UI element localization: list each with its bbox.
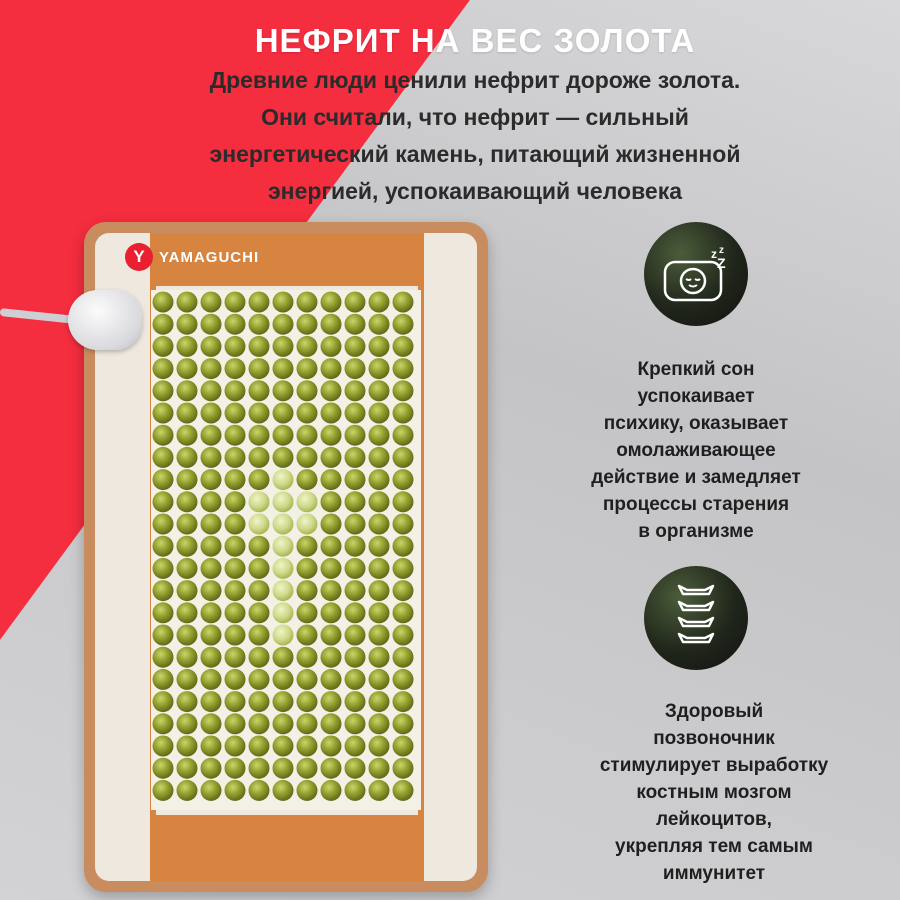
jade-stone xyxy=(153,536,174,557)
jade-stone xyxy=(225,558,246,579)
jade-stone xyxy=(153,314,174,335)
jade-stone xyxy=(225,669,246,690)
sleep-feature-text: Крепкий сон успокаивает психику, оказывает омолаживающее действие и замедляет процессы старения в организме xyxy=(591,359,801,542)
jade-stone xyxy=(153,425,174,446)
jade-stone xyxy=(393,447,414,468)
jade-stone xyxy=(393,580,414,601)
jade-stone xyxy=(321,380,342,401)
jade-stone xyxy=(321,403,342,424)
jade-stone xyxy=(393,602,414,623)
jade-stone xyxy=(177,602,198,623)
jade-stone xyxy=(273,358,294,379)
jade-stone xyxy=(201,625,222,646)
jade-stone xyxy=(201,713,222,734)
jade-stone xyxy=(201,358,222,379)
jade-stone xyxy=(249,691,270,712)
jade-stone xyxy=(249,469,270,490)
jade-stone xyxy=(177,425,198,446)
jade-stone xyxy=(177,780,198,801)
jade-stone xyxy=(249,358,270,379)
jade-stone xyxy=(249,403,270,424)
jade-stone xyxy=(153,691,174,712)
jade-stone xyxy=(201,736,222,757)
jade-stone xyxy=(249,380,270,401)
jade-stone xyxy=(321,647,342,668)
jade-stone xyxy=(225,536,246,557)
mat-bottom-strip xyxy=(150,815,424,881)
jade-stone xyxy=(297,602,318,623)
jade-stone xyxy=(321,625,342,646)
jade-stone xyxy=(321,736,342,757)
jade-stone xyxy=(369,292,390,313)
brand-name: YAMAGUCHI xyxy=(159,248,260,266)
jade-stone xyxy=(321,780,342,801)
jade-stone xyxy=(201,602,222,623)
brand-logo-icon: Y xyxy=(125,243,153,271)
jade-stone xyxy=(153,625,174,646)
jade-stone xyxy=(345,780,366,801)
jade-stone xyxy=(297,580,318,601)
jade-stone xyxy=(321,580,342,601)
jade-stone xyxy=(153,514,174,535)
jade-stone xyxy=(249,491,270,512)
jade-stone xyxy=(225,425,246,446)
jade-stone xyxy=(393,780,414,801)
jade-stone xyxy=(273,625,294,646)
jade-stone xyxy=(153,669,174,690)
jade-stone xyxy=(153,380,174,401)
jade-stone xyxy=(393,358,414,379)
jade-stone xyxy=(225,336,246,357)
jade-stone xyxy=(393,292,414,313)
power-connector xyxy=(68,290,142,350)
jade-stone xyxy=(393,403,414,424)
jade-stone xyxy=(177,713,198,734)
jade-stone xyxy=(273,491,294,512)
jade-stone xyxy=(177,292,198,313)
sleep-feature-icon-circle xyxy=(644,222,748,326)
jade-stone xyxy=(273,514,294,535)
intro-paragraph xyxy=(120,62,830,210)
jade-stone xyxy=(393,691,414,712)
jade-stone xyxy=(369,514,390,535)
jade-stone xyxy=(249,536,270,557)
jade-stone xyxy=(369,691,390,712)
jade-stone xyxy=(177,625,198,646)
intro-line: энергетический камень, питающий жизненной xyxy=(209,141,741,167)
jade-stone xyxy=(177,380,198,401)
jade-stone xyxy=(177,469,198,490)
jade-stone xyxy=(369,358,390,379)
jade-stone xyxy=(393,425,414,446)
jade-stone xyxy=(225,736,246,757)
jade-stone xyxy=(321,669,342,690)
jade-stone xyxy=(225,514,246,535)
jade-stone xyxy=(369,602,390,623)
brand-logo xyxy=(125,243,259,271)
jade-stone xyxy=(345,580,366,601)
jade-stone xyxy=(393,514,414,535)
jade-stone xyxy=(345,691,366,712)
jade-stone xyxy=(393,558,414,579)
jade-stone xyxy=(153,736,174,757)
jade-stone xyxy=(297,647,318,668)
jade-stone xyxy=(297,469,318,490)
jade-stone xyxy=(201,691,222,712)
jade-stone xyxy=(177,491,198,512)
jade-stone xyxy=(201,314,222,335)
jade-stone xyxy=(273,447,294,468)
jade-stone xyxy=(201,758,222,779)
jade-stone xyxy=(273,713,294,734)
jade-stone xyxy=(201,491,222,512)
jade-stone xyxy=(273,647,294,668)
jade-stone xyxy=(273,602,294,623)
jade-stone xyxy=(393,469,414,490)
jade-stone xyxy=(297,403,318,424)
jade-stone xyxy=(393,336,414,357)
jade-stone xyxy=(249,780,270,801)
jade-stone xyxy=(201,558,222,579)
jade-stone xyxy=(369,380,390,401)
jade-stone xyxy=(321,469,342,490)
jade-stone xyxy=(393,491,414,512)
jade-stone xyxy=(225,380,246,401)
page-title: НЕФРИТ НА ВЕС ЗОЛОТА xyxy=(254,22,696,59)
jade-stone xyxy=(177,336,198,357)
jade-stone xyxy=(345,669,366,690)
jade-stone xyxy=(201,292,222,313)
jade-stone xyxy=(225,625,246,646)
jade-stone xyxy=(297,491,318,512)
jade-stone xyxy=(177,314,198,335)
jade-stone xyxy=(297,758,318,779)
jade-stone xyxy=(225,469,246,490)
jade-stone xyxy=(249,580,270,601)
jade-stone xyxy=(153,647,174,668)
jade-stone xyxy=(297,536,318,557)
jade-stone xyxy=(345,625,366,646)
jade-stone xyxy=(153,336,174,357)
jade-stone xyxy=(321,336,342,357)
jade-stone xyxy=(369,647,390,668)
jade-stone xyxy=(201,425,222,446)
jade-stone xyxy=(345,358,366,379)
jade-stone xyxy=(297,380,318,401)
jade-stone xyxy=(345,558,366,579)
jade-stone xyxy=(393,625,414,646)
jade-stone xyxy=(321,514,342,535)
jade-stones xyxy=(153,292,414,801)
jade-stone xyxy=(177,536,198,557)
jade-stone xyxy=(153,447,174,468)
jade-stone xyxy=(297,691,318,712)
jade-stone xyxy=(177,758,198,779)
jade-stone xyxy=(153,602,174,623)
jade-stone xyxy=(369,403,390,424)
spine-feature-icon-circle xyxy=(644,566,748,670)
jade-stone xyxy=(225,758,246,779)
jade-stone xyxy=(345,647,366,668)
jade-stone xyxy=(393,380,414,401)
jade-stone xyxy=(297,669,318,690)
jade-stone xyxy=(273,292,294,313)
jade-stone xyxy=(249,602,270,623)
jade-stone xyxy=(153,358,174,379)
jade-stone xyxy=(225,314,246,335)
jade-stone xyxy=(153,558,174,579)
jade-stone xyxy=(393,314,414,335)
jade-stone xyxy=(273,558,294,579)
jade-stone xyxy=(177,403,198,424)
jade-stone xyxy=(249,336,270,357)
jade-stone xyxy=(393,536,414,557)
jade-stone xyxy=(153,758,174,779)
jade-stone xyxy=(345,469,366,490)
jade-stone xyxy=(177,358,198,379)
jade-stone xyxy=(153,580,174,601)
svg-text:z: z xyxy=(711,247,717,261)
jade-stone xyxy=(177,558,198,579)
jade-stone xyxy=(297,713,318,734)
jade-stone xyxy=(321,536,342,557)
jade-stone xyxy=(273,425,294,446)
spine-icon xyxy=(671,580,721,656)
jade-stone xyxy=(249,447,270,468)
jade-stone xyxy=(177,669,198,690)
jade-stone xyxy=(177,647,198,668)
jade-stone xyxy=(321,292,342,313)
jade-stone xyxy=(273,780,294,801)
jade-stone xyxy=(369,314,390,335)
jade-stone xyxy=(201,447,222,468)
jade-stone xyxy=(321,425,342,446)
jade-stone xyxy=(321,691,342,712)
spine-feature-text: Здоровый позвоночник стимулирует выработку костным мозгом лейкоцитов, укрепляя тем самым иммунитет xyxy=(599,701,829,884)
jade-stone xyxy=(249,558,270,579)
jade-stone xyxy=(345,425,366,446)
jade-stone xyxy=(369,447,390,468)
jade-stone xyxy=(297,292,318,313)
sleeping-face-icon xyxy=(661,244,731,304)
jade-stone xyxy=(297,780,318,801)
jade-stone xyxy=(249,647,270,668)
jade-stone xyxy=(369,336,390,357)
jade-stone xyxy=(345,292,366,313)
jade-stone xyxy=(249,669,270,690)
jade-stone xyxy=(177,691,198,712)
jade-stone xyxy=(153,713,174,734)
jade-stone xyxy=(297,314,318,335)
jade-stone xyxy=(225,580,246,601)
jade-stone xyxy=(273,380,294,401)
jade-stone xyxy=(297,736,318,757)
jade-stone xyxy=(225,358,246,379)
jade-stone xyxy=(345,713,366,734)
jade-stone xyxy=(297,514,318,535)
jade-stone xyxy=(321,558,342,579)
jade-stones-svg xyxy=(151,290,421,810)
jade-stone xyxy=(177,736,198,757)
jade-stone xyxy=(369,625,390,646)
jade-stone xyxy=(345,336,366,357)
jade-stone xyxy=(369,425,390,446)
jade-stone xyxy=(201,647,222,668)
jade-stone xyxy=(345,403,366,424)
jade-stone xyxy=(273,669,294,690)
jade-stone xyxy=(369,491,390,512)
jade-stone xyxy=(249,514,270,535)
jade-stone xyxy=(201,514,222,535)
jade-stone xyxy=(225,403,246,424)
jade-stone xyxy=(297,447,318,468)
jade-stone xyxy=(369,736,390,757)
jade-stone xyxy=(153,491,174,512)
jade-stone xyxy=(369,558,390,579)
jade-stone xyxy=(321,758,342,779)
intro-line: энергией, успокаивающий человека xyxy=(267,178,683,204)
jade-stone xyxy=(249,314,270,335)
svg-text:Z: Z xyxy=(717,255,726,271)
jade-stone xyxy=(393,736,414,757)
jade-stone xyxy=(369,713,390,734)
jade-stone xyxy=(201,536,222,557)
jade-stone xyxy=(273,536,294,557)
jade-stone xyxy=(369,536,390,557)
jade-stone xyxy=(273,336,294,357)
jade-stone xyxy=(201,669,222,690)
jade-stone xyxy=(225,602,246,623)
jade-stone xyxy=(225,647,246,668)
jade-stone xyxy=(225,292,246,313)
jade-stone xyxy=(177,580,198,601)
jade-stone xyxy=(273,691,294,712)
jade-stone xyxy=(297,625,318,646)
jade-stone xyxy=(249,736,270,757)
jade-stone xyxy=(273,758,294,779)
intro-line: Они считали, что нефрит — сильный xyxy=(261,104,689,130)
jade-stone xyxy=(225,491,246,512)
jade-stone xyxy=(249,713,270,734)
jade-stone xyxy=(297,358,318,379)
intro-line: Древние люди ценили нефрит дороже золота. xyxy=(209,67,741,93)
jade-stone xyxy=(345,736,366,757)
jade-stone xyxy=(321,358,342,379)
jade-stone xyxy=(321,491,342,512)
jade-stone xyxy=(321,314,342,335)
jade-stone xyxy=(345,314,366,335)
jade-stone xyxy=(249,758,270,779)
jade-stone xyxy=(201,580,222,601)
jade-stone xyxy=(153,292,174,313)
jade-stone xyxy=(393,758,414,779)
jade-stone xyxy=(369,469,390,490)
jade-stone xyxy=(321,447,342,468)
jade-stone xyxy=(273,580,294,601)
jade-stone xyxy=(345,602,366,623)
jade-stone xyxy=(345,447,366,468)
jade-stone xyxy=(153,469,174,490)
jade-stone xyxy=(393,647,414,668)
jade-stone xyxy=(345,491,366,512)
jade-stone xyxy=(273,403,294,424)
jade-stone xyxy=(201,336,222,357)
jade-stone xyxy=(393,713,414,734)
jade-stone xyxy=(153,403,174,424)
jade-stone xyxy=(177,514,198,535)
jade-stone xyxy=(177,447,198,468)
jade-stone xyxy=(201,469,222,490)
jade-stone xyxy=(273,736,294,757)
jade-stone xyxy=(225,780,246,801)
svg-text:z: z xyxy=(719,245,724,256)
jade-stone xyxy=(249,425,270,446)
jade-stone xyxy=(345,380,366,401)
jade-stone xyxy=(201,380,222,401)
jade-stone xyxy=(201,780,222,801)
jade-stone xyxy=(273,314,294,335)
jade-stone xyxy=(345,514,366,535)
jade-stone-grid xyxy=(151,290,421,810)
jade-stone xyxy=(345,758,366,779)
jade-stone xyxy=(249,292,270,313)
jade-stone xyxy=(369,669,390,690)
jade-stone xyxy=(225,691,246,712)
jade-stone xyxy=(153,780,174,801)
jade-stone xyxy=(321,713,342,734)
jade-stone xyxy=(201,403,222,424)
jade-stone xyxy=(393,669,414,690)
jade-stone xyxy=(369,580,390,601)
jade-stone xyxy=(321,602,342,623)
jade-stone xyxy=(369,758,390,779)
jade-stone xyxy=(225,447,246,468)
jade-stone xyxy=(249,625,270,646)
jade-stone xyxy=(297,558,318,579)
jade-stone xyxy=(225,713,246,734)
jade-stone xyxy=(273,469,294,490)
jade-stone xyxy=(297,336,318,357)
jade-stone xyxy=(345,536,366,557)
jade-stone xyxy=(369,780,390,801)
jade-stone xyxy=(297,425,318,446)
